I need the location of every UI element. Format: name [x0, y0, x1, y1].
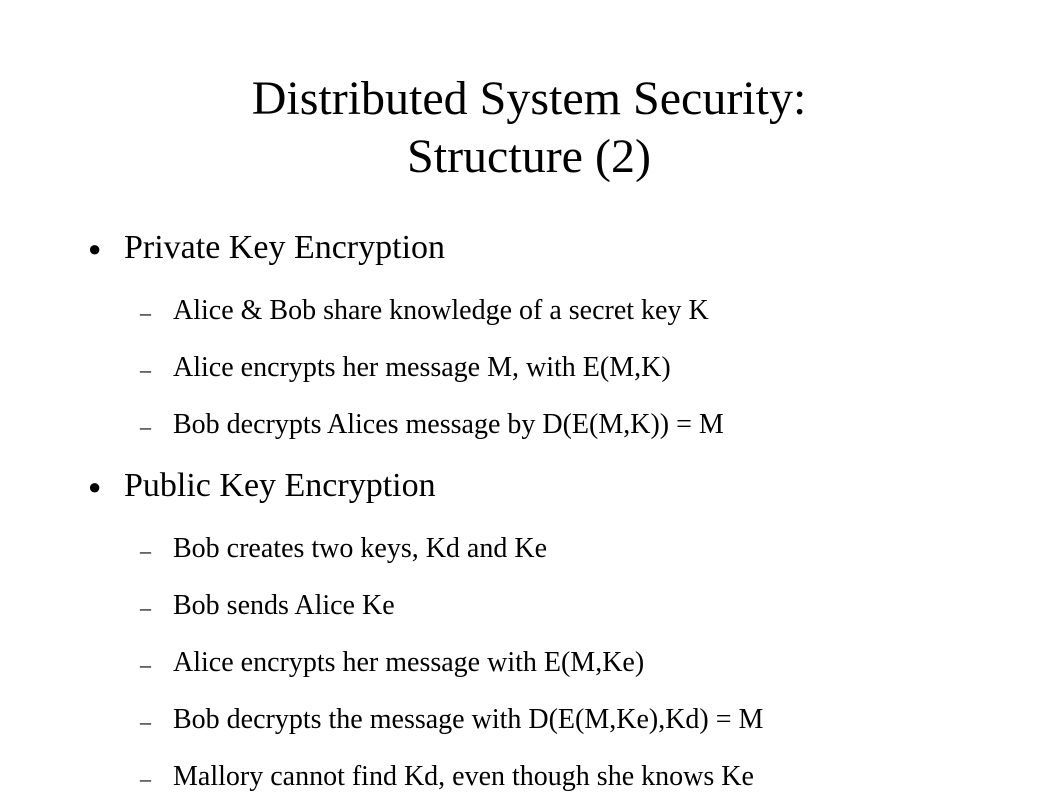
dash-icon: – [140, 538, 151, 563]
dash-icon: – [140, 766, 151, 791]
bullet-text: Public Key Encryption [124, 467, 436, 504]
slide-title-line-2: Structure (2) [407, 130, 651, 183]
dash-icon: – [140, 414, 151, 439]
bullet-text: Private Key Encryption [124, 229, 446, 266]
sub-item-text: Bob creates two keys, Kd and Ke [173, 533, 548, 564]
sub-item-text: Alice encrypts her message with E(M,Ke) [173, 647, 645, 678]
sub-item-text: Bob decrypts Alices message by D(E(M,K)) = M [173, 409, 724, 440]
bullet-icon: ● [88, 474, 102, 499]
sub-item-text: Bob decrypts the message with D(E(M,Ke),Kd) = M [173, 704, 764, 735]
dash-icon: – [140, 652, 151, 677]
slide-title [0, 70, 1058, 186]
dash-icon: – [140, 595, 151, 620]
sub-item-text: Mallory cannot find Kd, even though she knows Ke [173, 761, 754, 792]
slide-title-line-1: Distributed System Security: [251, 72, 807, 125]
bullet-icon: ● [88, 236, 102, 261]
sub-item-text: Bob sends Alice Ke [173, 590, 395, 621]
sub-item-text: Alice & Bob share knowledge of a secret key K [173, 295, 709, 326]
sub-item-text: Alice encrypts her message M, with E(M,K) [173, 352, 671, 383]
dash-icon: – [140, 709, 151, 734]
dash-icon: – [140, 300, 151, 325]
dash-icon: – [140, 357, 151, 382]
